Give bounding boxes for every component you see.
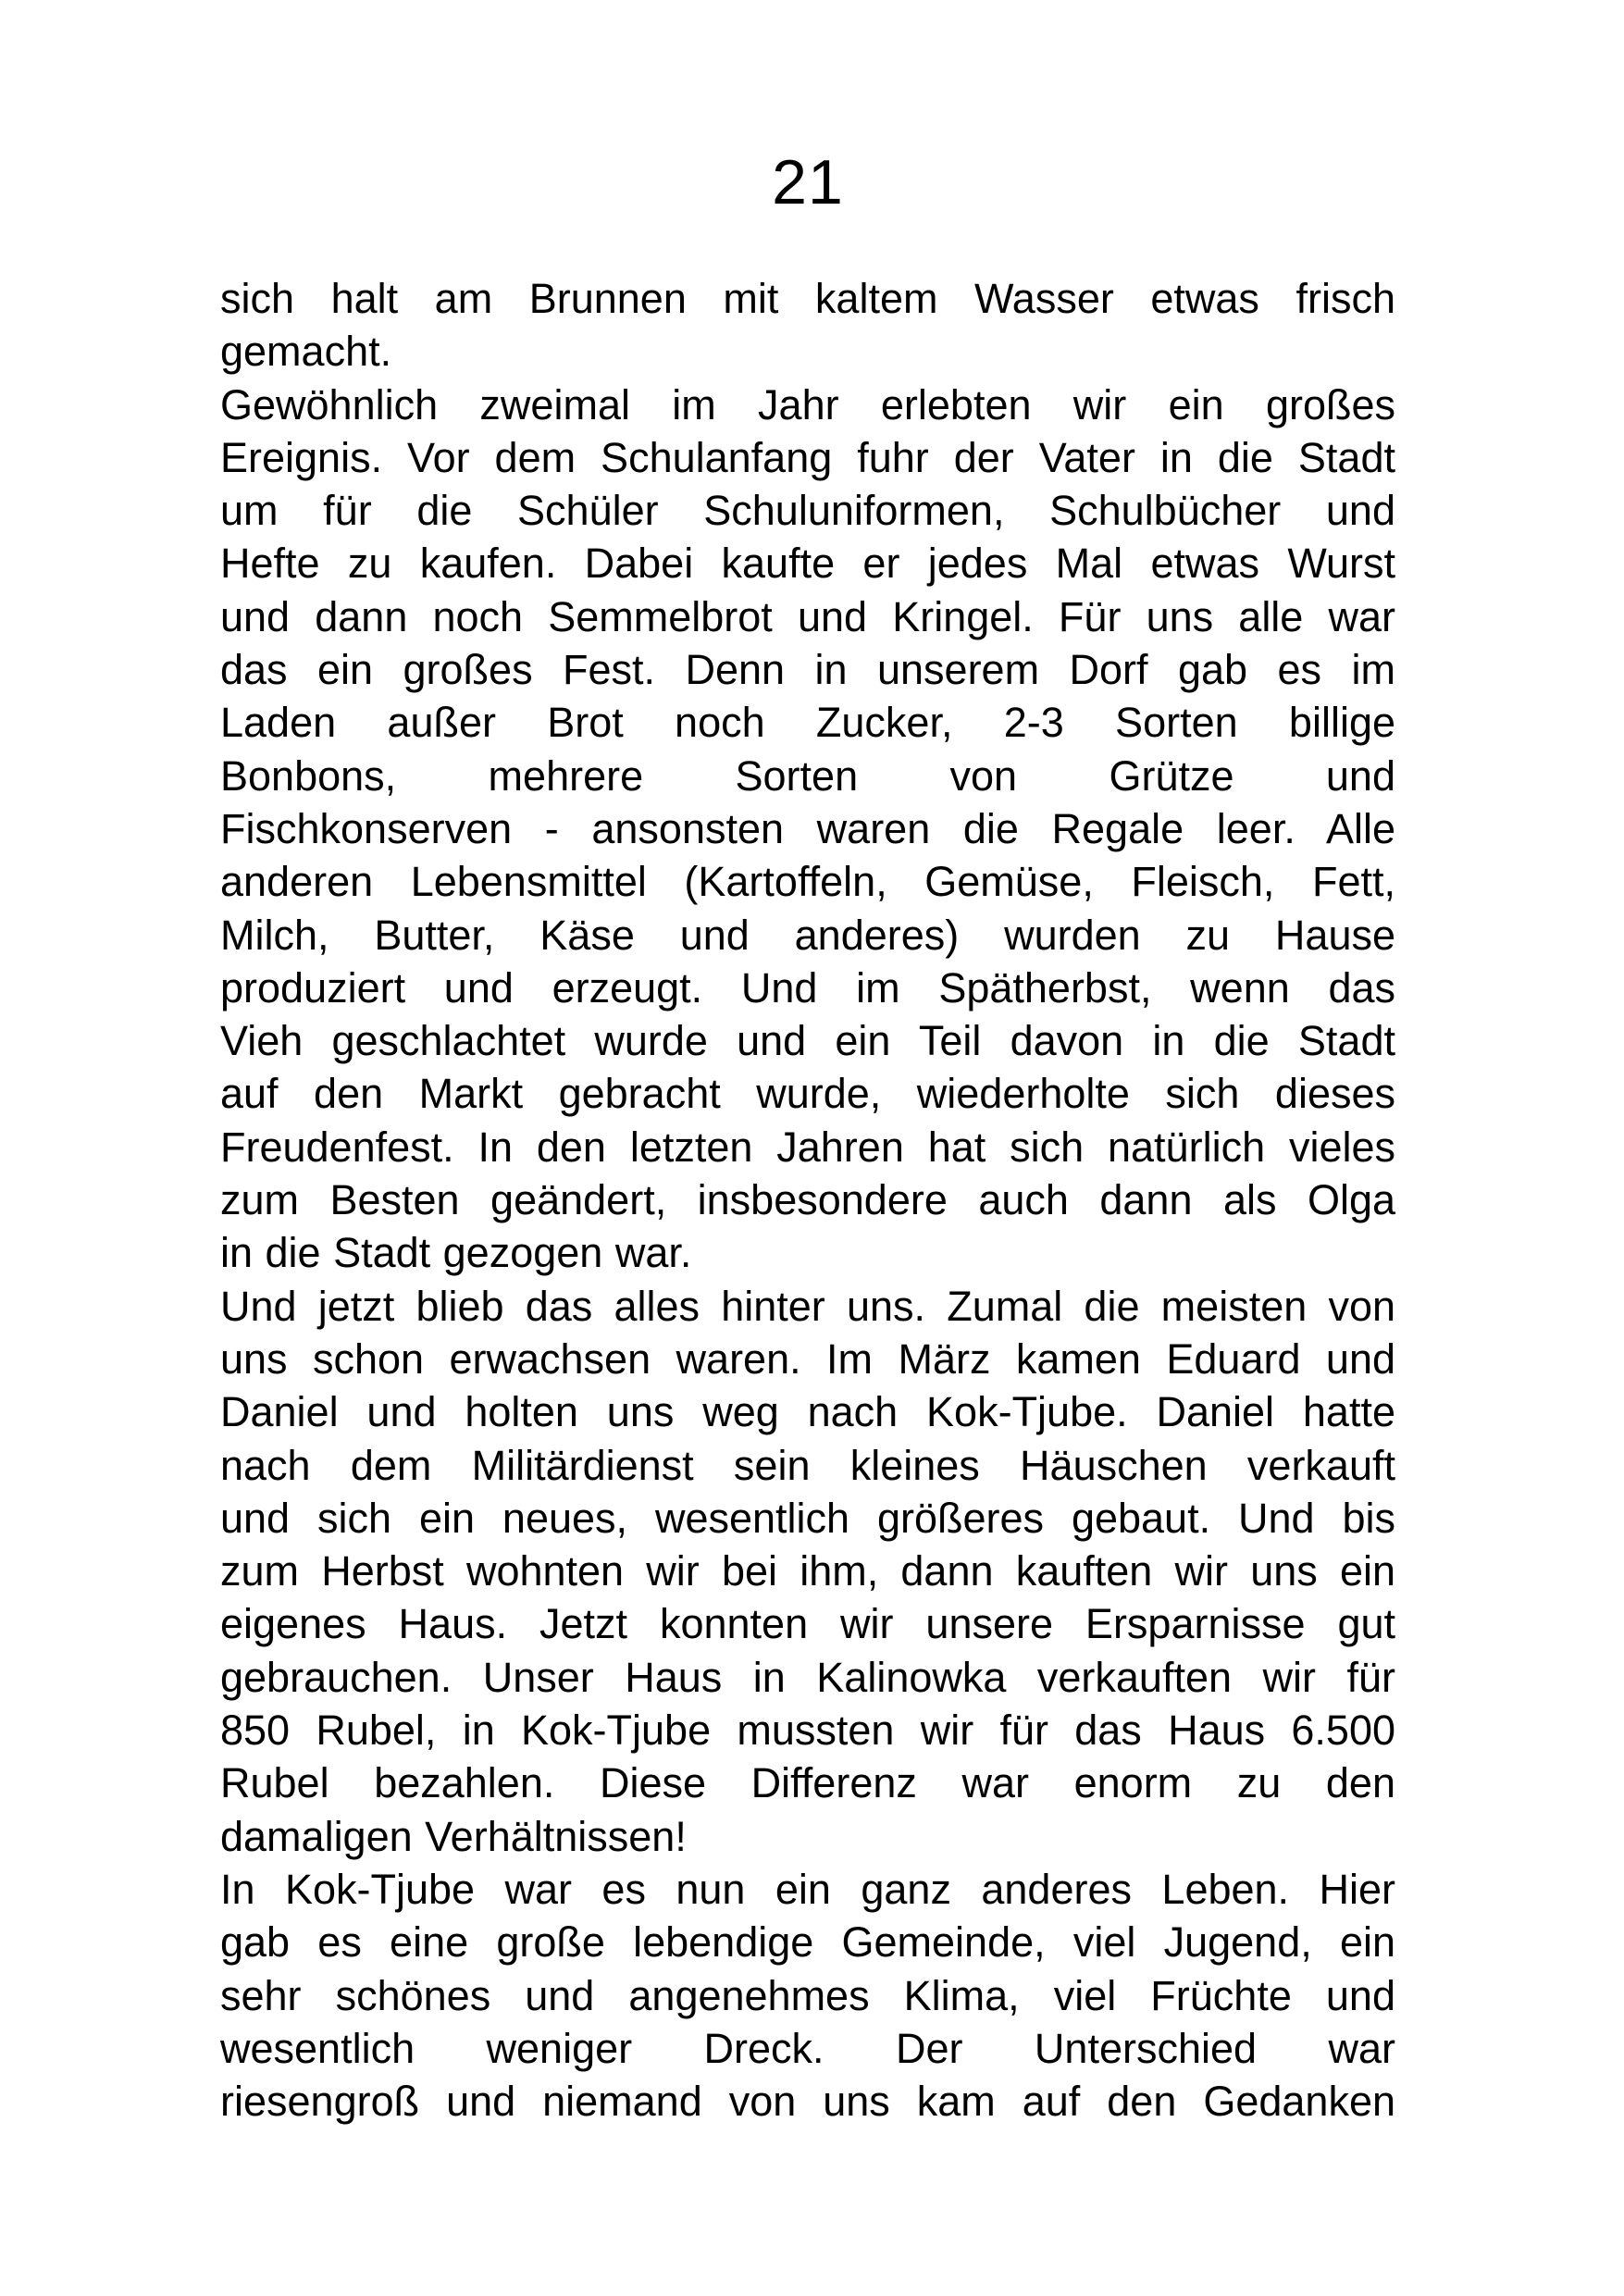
text-line: sehr schönes und angenehmes Klima, viel Früchte und	[220, 1971, 1395, 2019]
text-line: eigenes Haus. Jetzt konnten wir unsere Ersparnisse gut	[220, 1600, 1395, 1648]
text-line: und sich ein neues, wesentlich größeres gebaut. Und bis	[220, 1494, 1395, 1542]
text-line: uns schon erwachsen waren. Im März kamen Eduard und	[220, 1334, 1395, 1383]
text-line: sich halt am Brunnen mit kaltem Wasser etwas frisch	[220, 275, 1395, 322]
text-line: nach dem Militärdienst sein kleines Häuschen verkauft	[220, 1441, 1395, 1489]
text-line: gemacht.	[220, 328, 392, 376]
text-line: zum Herbst wohnten wir bei ihm, dann kauften wir uns ein	[220, 1547, 1395, 1595]
text-line: Hefte zu kaufen. Dabei kaufte er jedes Mal etwas Wurst	[220, 540, 1395, 588]
text-line: Bonbons, mehrere Sorten von Grütze und	[220, 751, 1395, 800]
text-line: Laden außer Brot noch Zucker, 2-3 Sorten billige	[220, 699, 1395, 747]
text-line: Fischkonserven - ansonsten waren die Regale leer. Alle	[220, 804, 1395, 852]
text-line: zum Besten geändert, insbesondere auch dann als Olga	[220, 1176, 1395, 1224]
text-line: Und jetzt blieb das alles hinter uns. Zumal die meisten von	[220, 1282, 1395, 1330]
text-line: In Kok-Tjube war es nun ein ganz anderes Leben. Hier	[220, 1865, 1395, 1913]
text-line: Vieh geschlachtet wurde und ein Teil davon in die Stadt	[220, 1017, 1395, 1065]
body-text	[220, 272, 1395, 2128]
text-line: das ein großes Fest. Denn in unserem Dorf gab es im	[220, 646, 1395, 694]
text-line: um für die Schüler Schuluniformen, Schulbücher und	[220, 487, 1395, 535]
text-line: gab es eine große lebendige Gemeinde, viel Jugend, ein	[220, 1918, 1395, 1967]
text-line: Milch, Butter, Käse und anderes) wurden zu Hause	[220, 911, 1395, 959]
text-line: anderen Lebensmittel (Kartoffeln, Gemüse, Fleisch, Fett,	[220, 858, 1395, 906]
text-line: Freudenfest. In den letzten Jahren hat sich natürlich vieles	[220, 1123, 1395, 1171]
text-line: Gewöhnlich zweimal im Jahr erlebten wir ein großes	[220, 380, 1395, 428]
text-line: Ereignis. Vor dem Schulanfang fuhr der Vater in die Stadt	[220, 433, 1395, 481]
text-line: riesengroß und niemand von uns kam auf den Gedanken	[220, 2078, 1395, 2126]
text-line: 850 Rubel, in Kok-Tjube mussten wir für das Haus 6.500	[220, 1706, 1395, 1755]
text-line: gebrauchen. Unser Haus in Kalinowka verkauften wir für	[220, 1653, 1395, 1701]
text-line: Rubel bezahlen. Diese Differenz war enorm zu den	[220, 1759, 1395, 1807]
text-line: Daniel und holten uns weg nach Kok-Tjube. Daniel hatte	[220, 1388, 1395, 1436]
text-line: und dann noch Semmelbrot und Kringel. Für uns alle war	[220, 592, 1395, 640]
text-line: auf den Markt gebracht wurde, wiederholte sich dieses	[220, 1070, 1395, 1118]
text-line: in die Stadt gezogen war.	[220, 1229, 692, 1277]
text-line: damaligen Verhältnissen!	[220, 1812, 687, 1860]
text-line: produziert und erzeugt. Und im Spätherbst, wenn das	[220, 963, 1395, 1011]
text-line: wesentlich weniger Dreck. Der Unterschied war	[220, 2024, 1395, 2072]
page-number: 21	[772, 147, 844, 217]
